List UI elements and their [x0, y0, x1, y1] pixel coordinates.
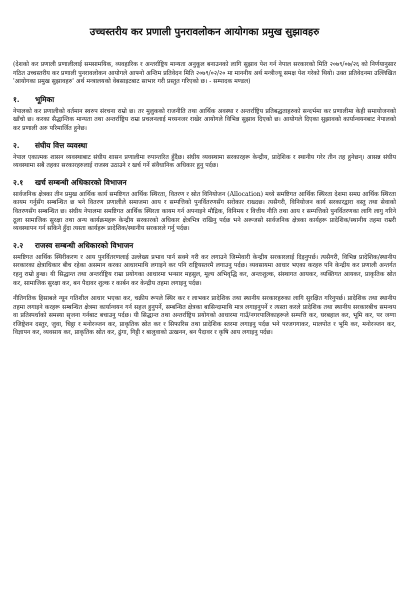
paragraph: नेपाल एकात्मक शासन व्यवस्थाबाट संघीय शासन प्रणालीमा रुपान्तरित हुँदैछ। संघीय व्यवस्थामा सरकारहरू केन्द्रीय, प्रादेशिक र स्थानीय गरेर तीन तह हुनेछन्। आसन्न संघीय व्यवस्थामा सबै तहका सरकारहरुलाई राजस्व उठाउने र खर्च गर्ने संवैधानिक अधिकार हुनु पर्दछ। — [13, 153, 396, 170]
paragraph: नेपालको कर प्रणालीको वर्तमान स्वरुप संरचना राम्रो छ। तर मुलुकको राजनीति तथा आर्थिक अवस्था र अन्तर्राष्ट्रिय प्रतिबद्धताहरुको सन्दर्भमा कर प्रणालीमा केही समायोजनको खाँचो छ। करका सैद्धान्तिक मान्यता तथा अन्तर्राष्ट्रिय राम्रा प्रचलनलाई मध्यनजर राखेर आयोगले विभिन्न सुझाव दिएको छ। आयोगले दिएका सुझावको कार्यान्वयनबाट नेपालको कर प्रणाली अरु परिमार्जित हुनेछ। — [13, 107, 396, 132]
section-number: २.१ — [13, 177, 24, 187]
paragraph: समष्टिगत आर्थिक स्थिरीकरण र आय पुनर्वितरणलाई उल्लेख्य प्रभाव पार्न सक्ने गरी कर लगाउने जिम्मेवारी केन्द्रीय सरकारलाई दिइनुपर्छ। त्यसैगरी, विभिन्न प्रादेशिक/स्थानीय सरकारका क्षेत्राधिकार बीच रहेका असमान करका आधारमाथि लगाइने कर पनि राष्ट्रियस्तरमै लगाउनु पर्दछ। व्यवसायमा आधार भएका करहरु पनि केन्द्रीय कर प्रणाली अन्तर्गत रहनु राम्रो हुन्छ। यी सिद्धान्त तथा अन्तर्राष्ट्रिय राम्रा प्रयोगका आधारमा भन्सार महसुल, मूल्य अभिवृद्धि कर, अन्तःशुल्क, संस्थागत आयकर, व्यक्तिगत आयकर, प्राकृतिक स्रोत कर, सामाजिक सुरक्षा कर, बन पैदावर शुल्क र कार्बन कर केन्द्रीय तहमा लगाइनु पर्दछ। — [13, 253, 396, 287]
editorial-note: (देशको कर प्रणाली प्रणालीलाई समसामयिक, व्यवहारिक र अन्तर्राष्ट्रिय मान्यता अनुकूल बनाउनको लागि सुझाव पेश गर्न नेपाल सरकारको मिति २०७९/०७/२६ को निर्णयानुसार गठित उच्चस्तरीय कर प्रणाली पुनरावलोकन आयोगले आफ्नो अन्तिम प्रतिवेदन मिति २०७९/०२/२० मा माननीय अर्थ मन्त्रीज्यू समक्ष पेश गरेको थियो। उक्त प्रतिवेदनमा उल्लिखित 'आयोगका प्रमुख सुझावहरु' अर्थ मन्त्रालयको वेबसाइटबाट साभार गरी प्रस्तुत गरिएको छ। - सम्पादक मण्डल) — [13, 61, 396, 86]
section-2 — [13, 141, 396, 171]
paragraph: सार्वजनिक क्षेत्रका तीन प्रमुख आर्थिक कार्य समष्टिगत आर्थिक स्थिरता, वितरण र स्रोत विनियोजन (Allocation) मध्ये समष्टिगत आर्थिक स्थिरता देशमा समग्र आर्थिक स्थिरता कायम गर्नुसँग सम्बन्धित छ भने वितरण प्रणालीले समाजमा आय र सम्पत्तिको पुनर्वितरणसँग सरोकार राख्दछ। त्यसैगरी, विनियोजन कार्य सरकारद्वारा वस्तु तथा सेवाको वितरणसँग सम्बन्धित छ। संघीय नेपालमा समष्टिगत आर्थिक स्थिरता कायम गर्न अपनाइने मौद्रिक, विनिमय र वित्तीय नीति तथा आय र सम्पत्तिको पुनर्वितरणका लागि लागु गरिने ठूला सामाजिक सुरक्षा तथा अन्य कार्यक्रमहरू केन्द्रीय सरकारको अधिकार क्षेत्रभित्र राखिनु पर्दछ भने अरूजसो सार्वजनिक क्षेत्रका कार्यहरू प्रादेशिक/स्थानीय तहमा राम्ररी व्यवस्थापन गर्न सकिने हुँदा त्यस्ता कार्यहरू प्रादेशिक/स्थानीय सरकारले गर्नु पर्दछ। — [13, 190, 396, 233]
section-title: राजस्व सम्बन्धी अधिकारको विभाजन — [35, 240, 134, 250]
section-1 — [13, 95, 396, 134]
section-2-1 — [13, 178, 396, 234]
section-number: २.२ — [13, 240, 24, 250]
section-heading — [13, 178, 396, 188]
section-heading — [13, 141, 396, 151]
section-title: संघीय वित्त व्यवस्था — [35, 140, 88, 150]
section-number: १. — [13, 94, 20, 104]
section-title: खर्च सम्बन्धी अधिकारको विभाजन — [35, 177, 127, 187]
section-title: भूमिका — [35, 94, 55, 104]
section-heading — [13, 241, 396, 251]
document-title: उच्चस्तरीय कर प्रणाली पुनरावलोकन आयोगका प्रमुख सुझावहरु — [89, 27, 320, 38]
section-2-2 — [13, 241, 396, 338]
paragraph: नीतिगतिक हिसाबले न्यून गतिशील आधार भएका कर, चक्रीय रूपले स्थिर कर र लाभकर प्रादेशिक तथा स्थानीय सरकारहरुका लागि सुरक्षित गरिनुपर्छ। प्रादेशिक तथा स्थानीय तहमा लगाइने करहरू सम्बन्धित क्षेत्रमा कार्यान्वयन गर्न सहज हुनुपर्ने, सम्बन्धित क्षेत्रका बासिन्दामाथि मात्र लगाइनुपर्ने र त्यस्ता करले प्रादेशिक तथा स्थानीय सरकारबीच समन्वय वा प्रतिस्पर्धाको समस्या सृजना गर्नबाट बचाउनु पर्दछ। यी सिद्धान्त तथा अन्तर्राष्ट्रिय प्रयोगको आधारमा गाउँ/नगरपालिकाहरूले सम्पत्ति कर, घरबहाल कर, भूमि कर, पर जग्गा रजिष्ट्रेशन दस्तुर, जुवा, चिट्ठा र मनोरञ्जन कर, प्राकृतिक स्रोत कर र सिफारिस तथा प्रादेशिक स्तरमा लगाइनु पर्दछ भने परजगगाकर, मालपोत र भूमि कर, मनोरञ्जन कर, विज्ञापन कर, व्यवसाय कर, प्राकृतिक स्रोत कर, ढुंगा, गिट्टी र बालुवाको उत्खनन, बन पैदावर र कृषि आय लगाइनु पर्दछ। — [13, 295, 396, 337]
section-heading — [13, 95, 396, 105]
section-number: २. — [13, 140, 20, 150]
